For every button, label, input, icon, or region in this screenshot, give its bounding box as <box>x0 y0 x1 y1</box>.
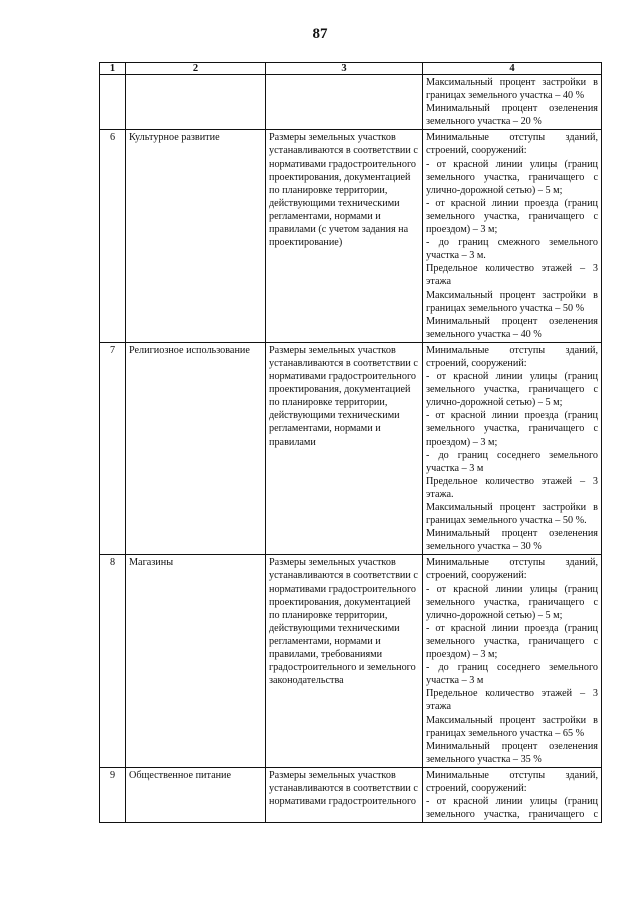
param-line: Максимальный процент застройки в границах земельного участка – 65 % <box>426 714 598 739</box>
param-line: Минимальные отступы зданий, строений, сооружений: <box>426 132 598 157</box>
column-header: 1 <box>100 63 126 75</box>
table-row <box>100 130 602 343</box>
table-row <box>100 342 602 555</box>
param-line: Минимальный процент озеленения земельного участка – 20 % <box>426 103 598 128</box>
param-line: Минимальные отступы зданий, строений, сооружений: <box>426 769 598 794</box>
param-line: Минимальные отступы зданий, строений, сооружений: <box>426 557 598 582</box>
use-parameters <box>423 342 602 555</box>
use-name <box>126 75 266 130</box>
table-row <box>100 767 602 822</box>
param-line: Минимальный процент озеленения земельного участка – 35 % <box>426 740 598 765</box>
header-row <box>100 63 602 75</box>
param-line: - от красной линии улицы (границ земельного участка, граничащего с улично-дорожной сетью) – 5 м; <box>426 371 598 409</box>
use-parameters <box>423 555 602 768</box>
use-parameters <box>423 75 602 130</box>
param-line: Максимальный процент застройки в границах земельного участка – 40 % <box>426 77 598 102</box>
param-line: Минимальный процент озеленения земельного участка – 40 % <box>426 315 598 340</box>
use-description: Размеры земельных участков устанавливаются в соответствии с нормативами градостроительного <box>266 767 423 822</box>
param-line: - от красной линии проезда (границ земельного участка, граничащего с проездом) – 3 м; <box>426 410 598 448</box>
page-number: 87 <box>312 26 328 42</box>
param-line: - до границ смежного земельного участка – 3 м. <box>426 237 598 262</box>
param-line: - от красной линии улицы (границ земельного участка, граничащего с улично-дорожной сетью) – 5 м; <box>426 583 598 621</box>
row-number: 9 <box>100 767 126 822</box>
row-number <box>100 75 126 130</box>
param-line: - от красной линии улицы (границ земельного участка, граничащего с улично-дорожной сетью) – 5 м; <box>426 158 598 196</box>
param-line: Минимальный процент озеленения земельного участка – 30 % <box>426 528 598 553</box>
use-description <box>266 75 423 130</box>
param-line: Предельное количество этажей – 3 этажа. <box>426 475 598 500</box>
row-number: 7 <box>100 342 126 555</box>
param-line: Минимальные отступы зданий, строений, сооружений: <box>426 344 598 369</box>
param-line: - от красной линии улицы (границ земельного участка, граничащего с <box>426 796 598 821</box>
table-row-continuation <box>100 75 602 130</box>
use-description: Размеры земельных участков устанавливаются в соответствии с нормативами градостроительного проектирования, документацией по планировке территории, действующими техническими регламентами, нормами и правилами, требованиями градостроительного и земельного законодательства <box>266 555 423 768</box>
column-header: 2 <box>126 63 266 75</box>
column-header: 4 <box>423 63 602 75</box>
param-line: Предельное количество этажей – 3 этажа <box>426 263 598 288</box>
use-name: Магазины <box>126 555 266 768</box>
table-row <box>100 555 602 768</box>
column-header: 3 <box>266 63 423 75</box>
use-name: Религиозное использование <box>126 342 266 555</box>
row-number: 8 <box>100 555 126 768</box>
param-line: Максимальный процент застройки в границах земельного участка – 50 %. <box>426 502 598 527</box>
param-line: Предельное количество этажей – 3 этажа <box>426 688 598 713</box>
param-line: - от красной линии проезда (границ земельного участка, граничащего с проездом) – 3 м; <box>426 197 598 236</box>
use-name: Культурное развитие <box>126 130 266 343</box>
use-description: Размеры земельных участков устанавливаются в соответствии с нормативами градостроительного проектирования, документацией по планировке территории, действующими техническими регламентами, нормами и правилами <box>266 342 423 555</box>
param-line: - от красной линии проезда (границ земельного участка, граничащего с проездом) – 3 м; <box>426 622 598 661</box>
use-parameters <box>423 767 602 822</box>
use-parameters <box>423 130 602 343</box>
zoning-table <box>99 62 602 823</box>
param-line: - до границ соседнего земельного участка – 3 м <box>426 449 598 474</box>
use-name: Общественное питание <box>126 767 266 822</box>
param-line: Максимальный процент застройки в границах земельного участка – 50 % <box>426 289 598 314</box>
row-number: 6 <box>100 130 126 343</box>
param-line: - до границ соседнего земельного участка – 3 м <box>426 662 598 687</box>
use-description: Размеры земельных участков устанавливаются в соответствии с нормативами градостроительного проектирования, документацией по планировке территории, действующими техническими регламентами, нормами и правилами (с учетом задания на проектирование) <box>266 130 423 343</box>
